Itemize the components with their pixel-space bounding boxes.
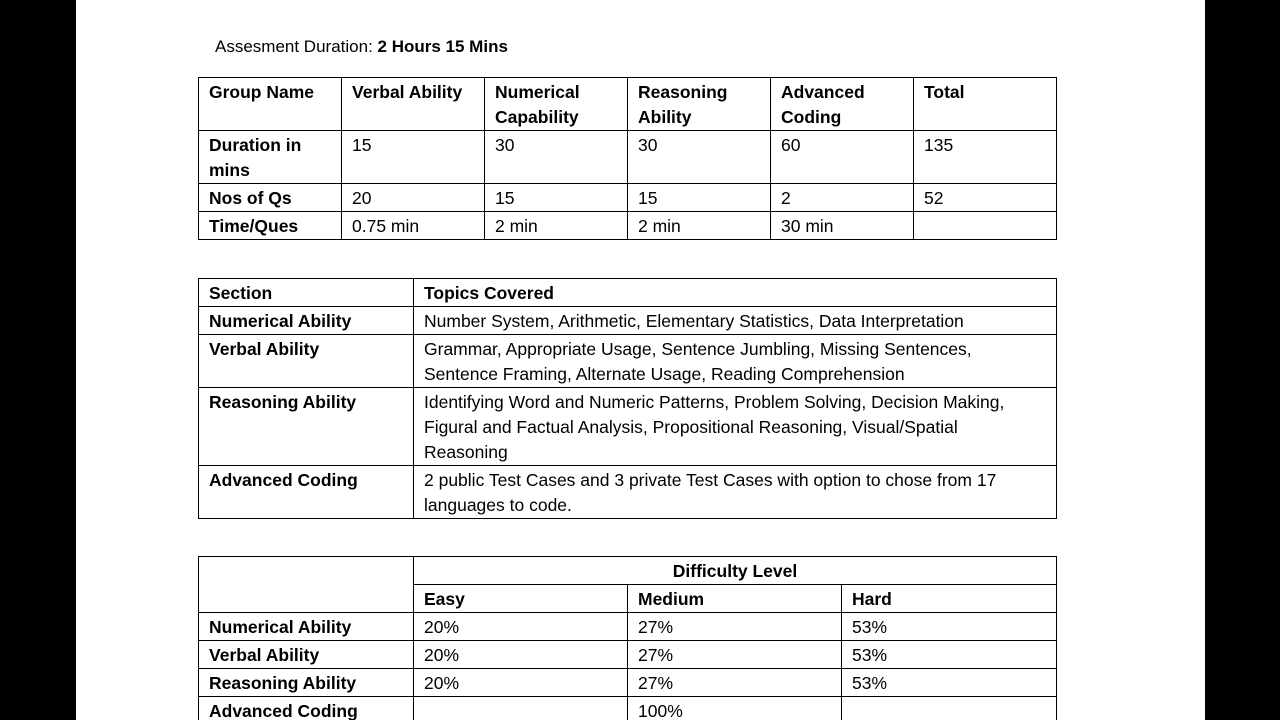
difficulty-level-header: Difficulty Level (414, 557, 1057, 585)
row-label: Duration in mins (199, 131, 342, 184)
table-cell (414, 697, 628, 720)
row-label: Nos of Qs (199, 184, 342, 212)
difficulty-table (198, 556, 1057, 720)
table-cell (842, 697, 1057, 720)
table-row (199, 307, 1057, 335)
table-cell: 20 (342, 184, 485, 212)
row-label: Reasoning Ability (199, 669, 414, 697)
table-row (199, 335, 1057, 388)
table-cell: Grammar, Appropriate Usage, Sentence Jumbling, Missing Sentences, Sentence Framing, Alternate Usage, Reading Comprehension (414, 335, 1057, 388)
table-cell: 27% (628, 641, 842, 669)
table-row (199, 669, 1057, 697)
header-cell: Total (914, 78, 1057, 131)
row-label: Numerical Ability (199, 613, 414, 641)
table-row (199, 641, 1057, 669)
assessment-duration (215, 37, 508, 57)
table-cell: Number System, Arithmetic, Elementary Statistics, Data Interpretation (414, 307, 1057, 335)
row-label: Verbal Ability (199, 641, 414, 669)
assessment-duration-label: Assesment Duration (215, 37, 369, 56)
table-row (199, 613, 1057, 641)
topics-table (198, 278, 1057, 519)
table-cell: 53% (842, 669, 1057, 697)
header-cell: Reasoning Ability (628, 78, 771, 131)
table-row (199, 212, 1057, 240)
table-cell: 135 (914, 131, 1057, 184)
table-cell: 15 (485, 184, 628, 212)
table-cell: 15 (342, 131, 485, 184)
table-row (199, 184, 1057, 212)
header-cell: Numerical Capability (485, 78, 628, 131)
table-cell: 20% (414, 641, 628, 669)
header-cell: Hard (842, 585, 1057, 613)
header-cell: Topics Covered (414, 279, 1057, 307)
row-label: Reasoning Ability (199, 388, 414, 466)
header-cell: Verbal Ability (342, 78, 485, 131)
table-cell: 2 public Test Cases and 3 private Test Cases with option to chose from 17 languages to code. (414, 466, 1057, 519)
table-header-row (199, 279, 1057, 307)
table-cell: 30 (485, 131, 628, 184)
table-row (199, 388, 1057, 466)
table-cell: 60 (771, 131, 914, 184)
table-cell: 0.75 min (342, 212, 485, 240)
duration-table (198, 77, 1057, 240)
assessment-duration-value: 2 Hours 15 Mins (377, 37, 508, 56)
table-group-header-row (199, 557, 1057, 585)
table-cell (914, 212, 1057, 240)
table-cell: 30 (628, 131, 771, 184)
header-cell: Advanced Coding (771, 78, 914, 131)
row-label: Advanced Coding (199, 466, 414, 519)
row-label: Numerical Ability (199, 307, 414, 335)
table-cell: 2 min (485, 212, 628, 240)
table-cell: 30 min (771, 212, 914, 240)
header-cell: Easy (414, 585, 628, 613)
table-row (199, 697, 1057, 720)
table-row (199, 466, 1057, 519)
table-cell: 2 min (628, 212, 771, 240)
table-cell: 27% (628, 613, 842, 641)
table-cell: 20% (414, 669, 628, 697)
table-cell: 52 (914, 184, 1057, 212)
assessment-duration-separator: : (368, 37, 378, 56)
header-cell: Group Name (199, 78, 342, 131)
empty-corner-cell (199, 557, 414, 613)
table-cell: 2 (771, 184, 914, 212)
table-cell: 15 (628, 184, 771, 212)
row-label: Verbal Ability (199, 335, 414, 388)
table-cell: 53% (842, 641, 1057, 669)
table-row (199, 131, 1057, 184)
row-label: Time/Ques (199, 212, 342, 240)
table-cell: 53% (842, 613, 1057, 641)
row-label: Advanced Coding (199, 697, 414, 720)
header-cell: Section (199, 279, 414, 307)
document-page (76, 0, 1205, 720)
table-cell: 27% (628, 669, 842, 697)
header-cell: Medium (628, 585, 842, 613)
table-cell: 100% (628, 697, 842, 720)
table-cell: 20% (414, 613, 628, 641)
table-cell: Identifying Word and Numeric Patterns, Problem Solving, Decision Making, Figural and Factual Analysis, Propositional Reasoning, Visual/Spatial Reasoning (414, 388, 1057, 466)
table-header-row (199, 78, 1057, 131)
